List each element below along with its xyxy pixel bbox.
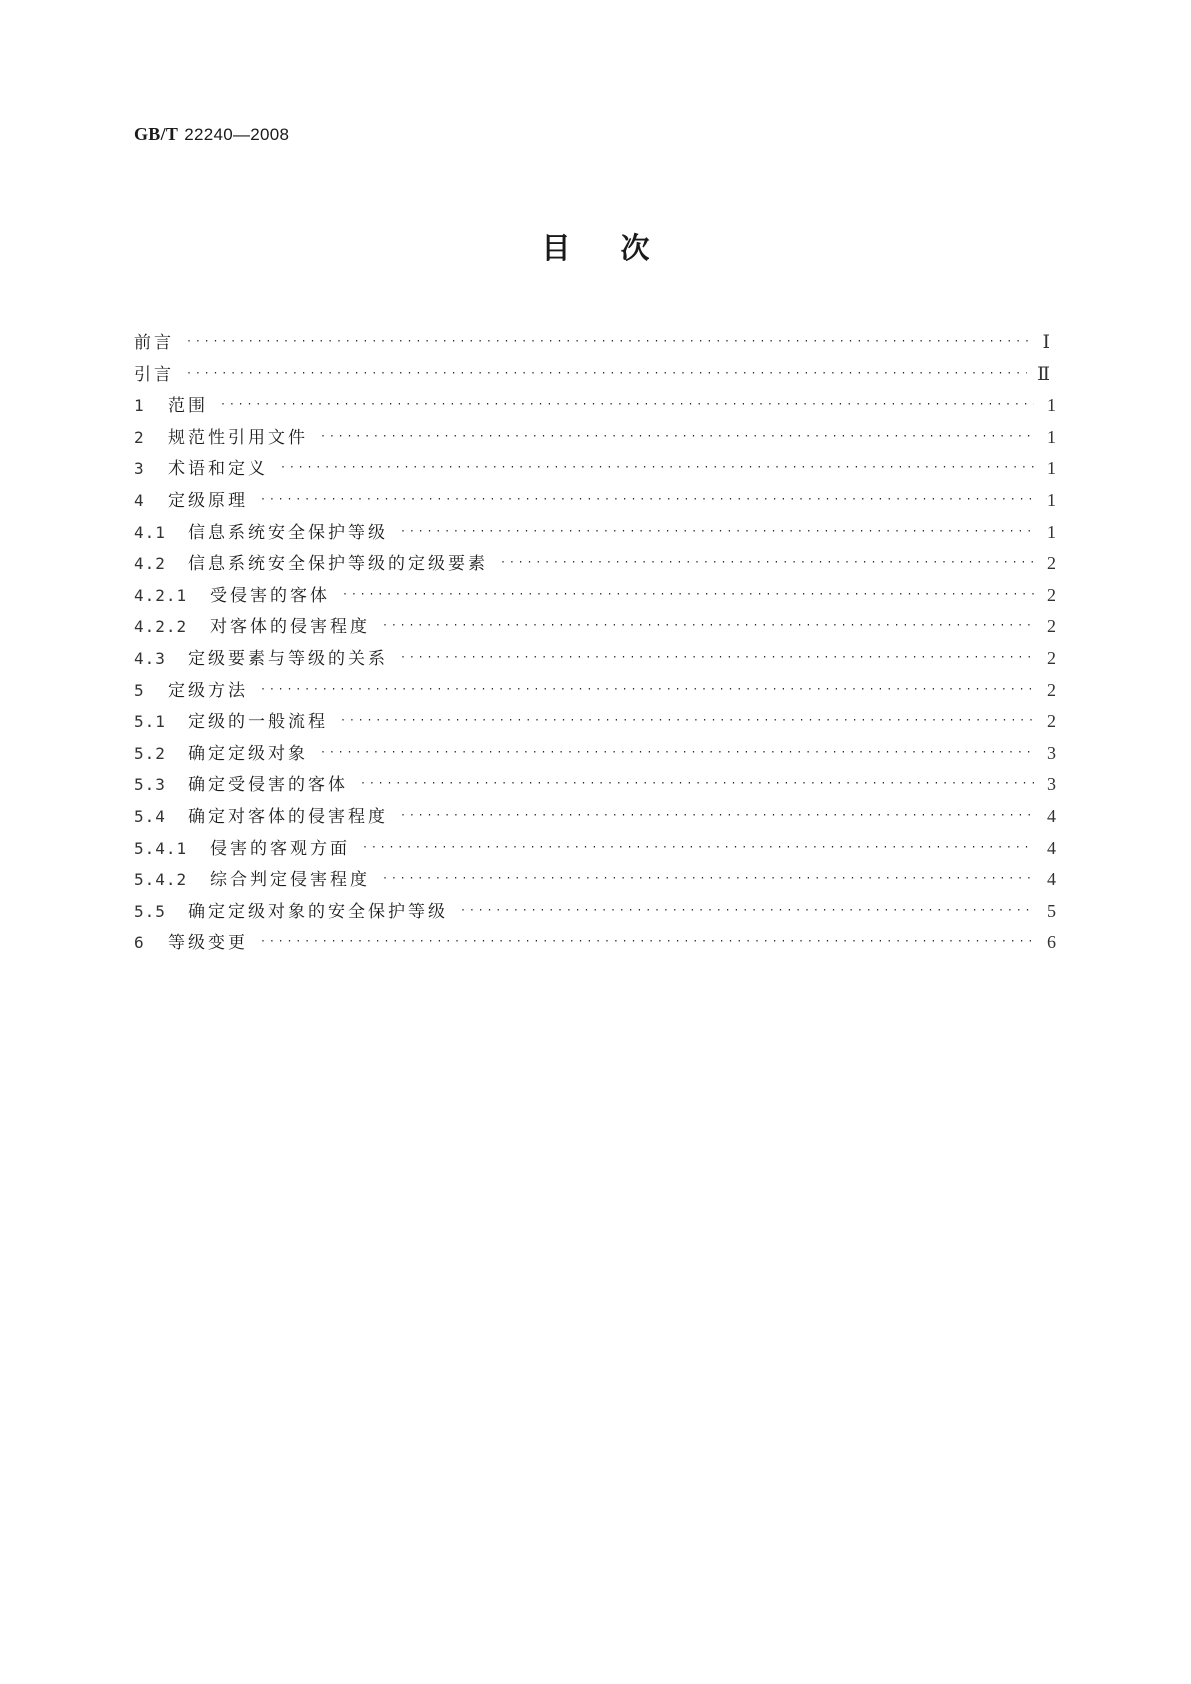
dot-leader	[320, 747, 1034, 758]
dot-leader	[260, 936, 1034, 947]
toc-entry-number: 5	[134, 680, 145, 700]
toc-entry-label: 引言	[134, 364, 174, 385]
toc-entry-number: 5.4	[134, 806, 166, 826]
toc-entry-label: 信息系统安全保护等级	[188, 522, 388, 543]
toc-entry-4[interactable]	[134, 486, 1056, 518]
dot-leader	[382, 620, 1034, 631]
dot-leader	[186, 336, 1028, 347]
dot-leader	[400, 526, 1034, 537]
dot-leader	[400, 652, 1034, 663]
toc-entry-4-1[interactable]	[134, 518, 1056, 550]
toc-entry-number: 4.2	[134, 554, 166, 574]
dot-leader	[186, 368, 1027, 379]
toc-entry-5-1[interactable]	[134, 707, 1056, 739]
toc-entry-number: 1	[134, 396, 145, 416]
toc-entry-page: 1	[1047, 458, 1056, 479]
toc-entry-5-2[interactable]	[134, 739, 1056, 771]
toc-entry-5-4[interactable]	[134, 802, 1056, 834]
toc-entry-introduction[interactable]	[134, 360, 1056, 392]
toc-entry-4-3[interactable]	[134, 644, 1056, 676]
toc-entry-page: 4	[1047, 869, 1056, 890]
dot-leader	[500, 557, 1034, 568]
toc-entry-number: 5.1	[134, 712, 166, 732]
toc-entry-page: Ⅰ	[1042, 332, 1050, 353]
toc-entry-number: 4.3	[134, 648, 166, 668]
dot-leader	[340, 715, 1034, 726]
dot-leader	[260, 684, 1034, 695]
dot-leader	[260, 494, 1034, 505]
toc-entry-5-5[interactable]	[134, 897, 1056, 929]
toc-entry-3[interactable]	[134, 454, 1056, 486]
toc-entry-label: 前言	[134, 333, 174, 353]
toc-entry-page: 1	[1047, 426, 1056, 447]
toc-entry-page: 1	[1047, 395, 1056, 416]
toc-entry-number: 4.1	[134, 522, 166, 542]
toc-entry-label: 确定受侵害的客体	[188, 775, 348, 796]
standard-number: 22240—2008	[184, 125, 290, 144]
toc-entry-label: 确定定级对象	[188, 743, 308, 764]
toc-entry-number: 5.2	[134, 743, 166, 763]
toc-entry-number: 5.5	[134, 901, 166, 921]
toc-entry-6[interactable]	[134, 928, 1056, 960]
toc-entry-label: 确定对客体的侵害程度	[188, 806, 388, 827]
toc-entry-label: 侵害的客观方面	[210, 838, 350, 859]
toc-entry-label: 术语和定义	[168, 459, 268, 480]
toc-entry-page: 5	[1047, 900, 1056, 921]
toc-entry-label: 信息系统安全保护等级的定级要素	[188, 554, 488, 575]
toc-entry-number: 5.4.2	[134, 870, 188, 890]
toc-entry-number: 2	[134, 427, 145, 447]
dot-leader	[362, 842, 1034, 853]
toc-entry-1[interactable]	[134, 391, 1056, 423]
toc-entry-page: 2	[1047, 711, 1056, 732]
dot-leader	[280, 462, 1034, 473]
toc-entry-label: 定级方法	[168, 680, 248, 701]
toc-entry-page: 4	[1047, 805, 1056, 826]
toc-entry-page: 2	[1047, 647, 1056, 668]
page-title: 目次	[541, 231, 700, 265]
toc-entry-label: 综合判定侵害程度	[210, 870, 370, 891]
toc-entry-label: 定级要素与等级的关系	[188, 648, 388, 669]
toc-entry-number: 3	[134, 459, 145, 479]
toc-entry-label: 对客体的侵害程度	[210, 617, 370, 638]
dot-leader	[360, 778, 1034, 789]
toc-entry-label: 受侵害的客体	[210, 585, 330, 606]
toc-entry-5-4-2[interactable]	[134, 865, 1056, 897]
toc-entry-5-4-1[interactable]	[134, 834, 1056, 866]
toc-entry-number: 6	[134, 933, 145, 953]
toc-entry-2[interactable]	[134, 423, 1056, 455]
toc-entry-page: 2	[1047, 553, 1056, 574]
toc-entry-number: 4	[134, 490, 145, 510]
toc-entry-5[interactable]	[134, 676, 1056, 708]
toc-entry-4-2-2[interactable]	[134, 612, 1056, 644]
dot-leader	[320, 431, 1034, 442]
toc-entry-4-2[interactable]	[134, 549, 1056, 581]
toc-entry-page: 2	[1047, 584, 1056, 605]
toc-entry-label: 等级变更	[168, 933, 248, 954]
toc-entry-page: 3	[1047, 774, 1056, 795]
toc-entry-label: 范围	[168, 396, 208, 417]
toc-entry-page: 2	[1047, 616, 1056, 637]
standard-code	[134, 124, 289, 145]
toc-entry-number: 5.3	[134, 775, 166, 795]
toc-entry-label: 定级原理	[168, 490, 248, 511]
toc-entry-4-2-1[interactable]	[134, 581, 1056, 613]
toc-entry-label: 定级的一般流程	[188, 712, 328, 733]
toc-entry-5-3[interactable]	[134, 770, 1056, 802]
toc-entry-page: 2	[1047, 679, 1056, 700]
toc-entry-label: 确定定级对象的安全保护等级	[188, 901, 448, 922]
dot-leader	[400, 810, 1034, 821]
toc-entry-page: 3	[1047, 742, 1056, 763]
table-of-contents	[134, 328, 1056, 960]
dot-leader	[342, 589, 1034, 600]
toc-entry-number: 5.4.1	[134, 838, 188, 858]
toc-entry-page: 1	[1047, 489, 1056, 510]
toc-entry-page: Ⅱ	[1037, 363, 1050, 385]
dot-leader	[382, 873, 1034, 884]
standard-prefix: GB/T	[134, 124, 179, 144]
toc-entry-number: 4.2.1	[134, 585, 188, 605]
dot-leader	[460, 905, 1034, 916]
dot-leader	[220, 399, 1034, 410]
toc-entry-page: 4	[1047, 837, 1056, 858]
toc-entry-label: 规范性引用文件	[168, 427, 308, 448]
toc-entry-page: 1	[1047, 521, 1056, 542]
toc-entry-page: 6	[1047, 932, 1056, 953]
toc-entry-foreword[interactable]	[134, 328, 1056, 360]
toc-entry-number: 4.2.2	[134, 617, 188, 637]
